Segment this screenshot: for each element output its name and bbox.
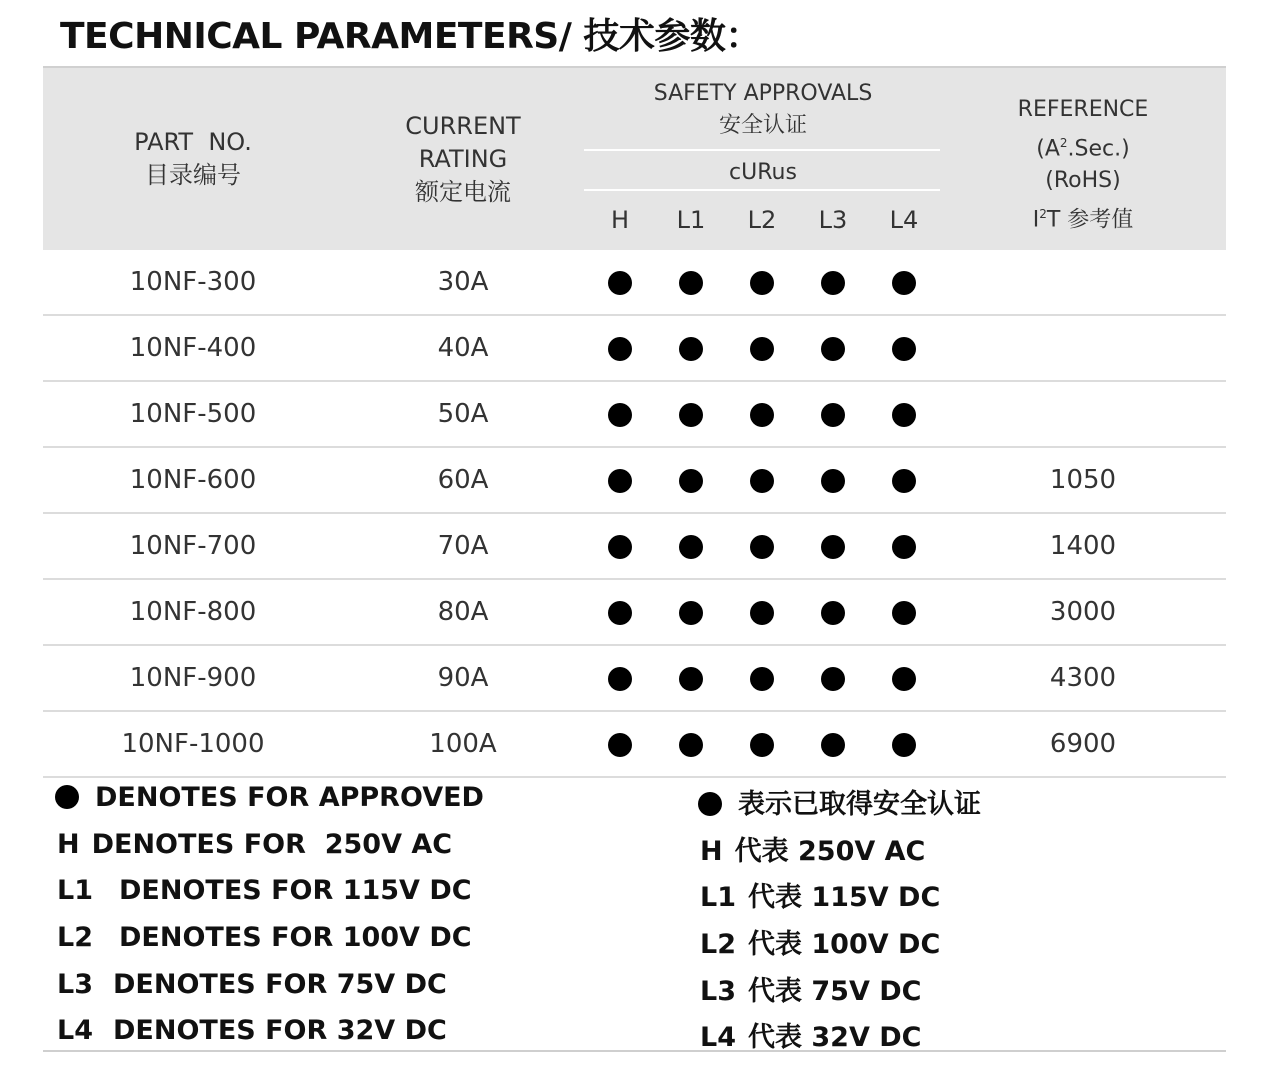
approved-dot-icon [750,601,774,625]
current-rating-cell: 90A [437,663,489,693]
note-cn-l4 [700,1015,922,1054]
part-number-cell: 10NF-300 [129,267,257,297]
part-number-cell: 10NF-800 [129,597,257,627]
reference-i2t-cell [983,316,1183,380]
header-current-en1: CURRENT [405,112,521,140]
approved-dot-icon [750,403,774,427]
note-code: H [57,829,80,860]
legend-notes [43,778,1226,1052]
current-rating-cell: 100A [429,729,497,759]
approved-dot-icon [679,337,703,361]
note-text: DENOTES FOR 115V DC [119,875,472,906]
note-approved-en [55,782,484,813]
part-number-cell: 10NF-600 [129,465,257,495]
approved-dot-icon [821,271,845,295]
note-code: L4 [700,1022,736,1053]
note-text: DENOTES FOR 32V DC [113,1015,447,1046]
note-text: 代表 100V DC [748,929,941,960]
approved-dot-icon [750,271,774,295]
reference-i2t-cell: 1050 [1049,465,1117,495]
approved-dot-icon [821,337,845,361]
note-code: L1 [700,882,736,913]
part-number-cell: 10NF-400 [129,333,257,363]
header-divider [584,189,940,191]
header-level-l1: L1 [676,206,706,234]
header-part-cn: 目录编号 [145,161,241,189]
approved-dot-icon [821,601,845,625]
approved-dot-icon [821,469,845,493]
reference-i2t-cell: 3000 [1049,597,1117,627]
header-reference [983,94,1183,237]
header-ref-line1: REFERENCE [1017,97,1149,122]
reference-i2t-cell: 6900 [1049,729,1117,759]
table-row [43,580,1226,646]
note-code: L1 [57,875,93,906]
current-rating-cell: 80A [437,597,489,627]
approved-dot-icon [750,733,774,757]
reference-i2t-cell: 4300 [1049,663,1117,693]
approved-dot-icon [892,601,916,625]
approved-dot-icon [892,733,916,757]
header-level-l2: L2 [747,206,777,234]
current-rating-cell: 50A [437,399,489,429]
table-row [43,712,1226,778]
note-text: DENOTES FOR 100V DC [119,922,472,953]
header-level-l3: L3 [818,206,848,234]
approved-dot-icon [750,337,774,361]
approved-dot-icon [608,403,632,427]
approved-dot-icon [679,535,703,559]
note-text: 代表 115V DC [748,882,941,913]
note-en-l2 [57,922,472,953]
table-body [43,250,1226,778]
header-curus: cURus [729,160,797,185]
table-row [43,646,1226,712]
approved-dot-icon [892,337,916,361]
note-en-h [57,829,452,860]
note-cn-h [700,829,925,868]
approved-dot-icon [679,469,703,493]
ref-sec: .Sec.) [1067,135,1130,161]
table-row [43,382,1226,448]
note-cn-l2 [700,922,940,961]
header-level-l4: L4 [889,206,919,234]
bullet-dot-icon [55,785,79,809]
note-approved-en-text: DENOTES FOR APPROVED [95,782,484,813]
header-part-no [93,126,293,192]
header-ref-line2 [983,127,1183,166]
approved-dot-icon [821,667,845,691]
reference-i2t-cell: 1400 [1049,531,1117,561]
approved-dot-icon [750,535,774,559]
header-safety-cn: 安全认证 [718,113,807,138]
approved-dot-icon [892,403,916,427]
part-number-cell: 10NF-900 [129,663,257,693]
header-divider [584,149,940,151]
approved-dot-icon [608,535,632,559]
reference-i2t-cell [983,382,1183,446]
current-rating-cell: 70A [437,531,489,561]
page-title: TECHNICAL PARAMETERS/ 技术参数： [60,16,761,57]
ref-i: I [1032,207,1040,233]
header-safety-en: SAFETY APPROVALS [653,81,873,106]
approved-dot-icon [821,733,845,757]
note-cn-l3 [700,969,922,1008]
current-rating-cell: 30A [437,267,489,297]
table-row [43,250,1226,316]
ref-a-sup: 2 [1059,135,1068,150]
approved-dot-icon [892,469,916,493]
table-row [43,316,1226,382]
approved-dot-icon [821,535,845,559]
note-code: L4 [57,1015,93,1046]
parameters-table [43,66,1226,778]
approved-dot-icon [608,469,632,493]
reference-i2t-cell [983,250,1183,314]
note-code: L3 [700,976,736,1007]
note-text: 代表 75V DC [748,976,922,1007]
current-rating-cell: 60A [437,465,489,495]
approved-dot-icon [608,337,632,361]
approved-dot-icon [892,667,916,691]
ref-a: (A [1036,135,1060,161]
note-text: DENOTES FOR 75V DC [113,969,447,1000]
header-ref-line4 [983,198,1183,237]
approved-dot-icon [679,667,703,691]
note-text: 代表 250V AC [734,836,926,867]
current-rating-cell: 40A [437,333,489,363]
approved-dot-icon [750,469,774,493]
approved-dot-icon [608,733,632,757]
approved-dot-icon [608,667,632,691]
approved-dot-icon [679,601,703,625]
part-number-cell: 10NF-700 [129,531,257,561]
note-cn-l1 [700,875,940,914]
bullet-dot-icon [698,792,722,816]
header-ref-line3: (RoHS) [1045,168,1121,194]
note-en-l1 [57,875,472,906]
note-code: H [700,836,723,867]
part-number-cell: 10NF-1000 [121,729,265,759]
header-level-h: H [610,206,630,234]
approved-dot-icon [750,667,774,691]
note-code: L2 [700,929,736,960]
approved-dot-icon [679,733,703,757]
ref-i-sup: 2 [1039,206,1047,221]
approved-dot-icon [679,403,703,427]
approved-dot-icon [821,403,845,427]
header-current-rating [363,110,563,209]
approved-dot-icon [608,601,632,625]
note-code: L3 [57,969,93,1000]
header-safety-approvals [583,78,943,142]
approved-dot-icon [679,271,703,295]
table-row [43,448,1226,514]
note-text: 代表 32V DC [748,1022,922,1053]
approved-dot-icon [892,535,916,559]
note-approved-cn-text: 表示已取得安全认证 [738,789,981,820]
part-number-cell: 10NF-500 [129,399,257,429]
table-row [43,514,1226,580]
table-header [43,66,1226,250]
approved-dot-icon [892,271,916,295]
header-part-en: PART NO. [134,128,252,156]
note-en-l3 [57,969,447,1000]
header-current-en2: RATING [418,145,508,173]
note-code: L2 [57,922,93,953]
approved-dot-icon [608,271,632,295]
note-approved-cn [698,782,981,821]
ref-i2t: T 参考值 [1046,207,1134,233]
note-text: DENOTES FOR 250V AC [91,829,453,860]
note-en-l4 [57,1015,447,1046]
header-current-cn: 额定电流 [415,178,511,206]
